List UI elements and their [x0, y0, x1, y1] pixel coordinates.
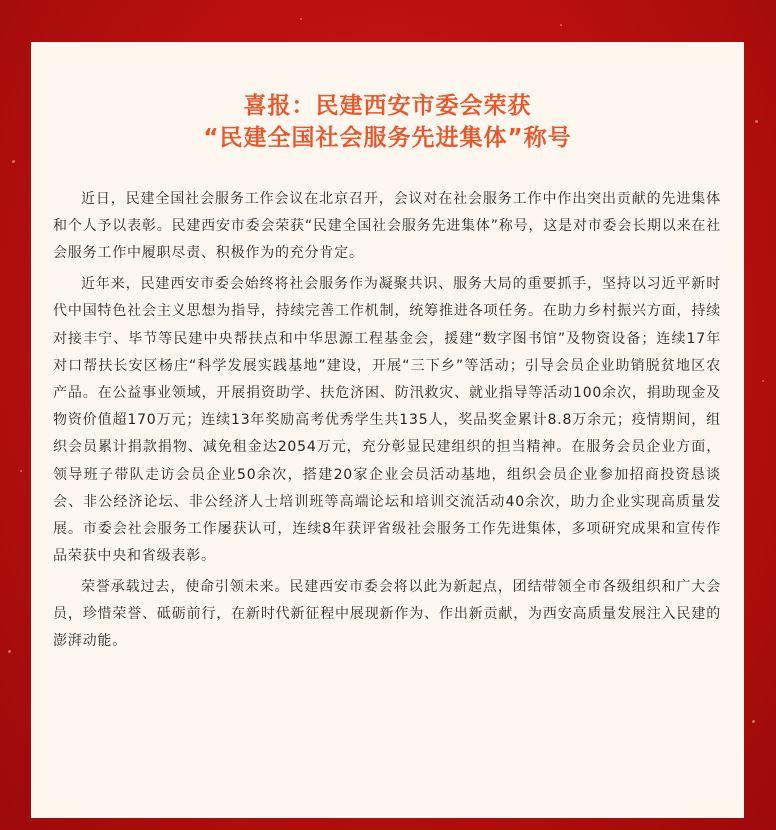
article-title — [31, 90, 744, 154]
sparkle-dot — [12, 160, 15, 163]
paragraph-3: 荣誉承载过去，使命引领未来。民建西安市委会将以此为新起点，团结带领全市各级组织和广大会员，珍惜荣誉、砥砺前行，在新时代新征程中展现新作为、作出新贡献，为西安高质量发展注入民建的澎湃动能。 — [53, 578, 721, 650]
sparkle-dot — [762, 380, 764, 382]
sparkle-dot — [20, 470, 22, 472]
title-line-1: 喜报：民建西安市委会荣获 — [243, 93, 532, 119]
sparkle-dot — [755, 120, 758, 123]
sparkle-dot — [752, 720, 755, 723]
sparkle-dot — [300, 18, 302, 20]
title-line-2: “民建全国社会服务先进集体”称号 — [203, 125, 572, 151]
sparkle-dot — [8, 650, 11, 653]
paragraph-1: 近日，民建全国社会服务工作会议在北京召开，会议对在社会服务工作中作出突出贡献的先进集体和个人予以表彰。民建西安市委会荣获“民建全国社会服务先进集体”称号，这是对市委会长期以来在社会服务工作中履职尽责、积极作为的充分肯定。 — [53, 191, 721, 262]
sparkle-dot — [560, 24, 562, 26]
paragraph-2: 近年来，民建西安市委会始终将社会服务作为凝聚共识、服务大局的重要抓手，坚持以习近平新时代中国特色社会主义思想为指导，持续完善工作机制，统筹推进各项任务。在助力乡村振兴方面，持续对接丰宁、毕节等民建中央帮扶点和中华思源工程基金会，援建“数字图书馆”及物资设备；连续17年对口帮扶长安区杨庄“科学发展实践基地”建设，开展“三下乡”等活动；引导会员企业助销脱贫地区农产品。在公益事业领域，开展捐资助学、扶危济困、防汛救灾、就业指导等活动100余次，捐助现金及物资价值超170万元；连续13年奖励高考优秀学生共135人，奖品奖金累计8.8万余元；疫情期间，组织会员累计捐款捐物、减免租金达2054万元，充分彰显民建组织的担当精神。在服务会员企业方面，领导班子带队走访会员企业50余次，搭建20家企业会员活动基地，组织会员企业参加招商投资恳谈会、非公经济论坛、非公经济人士培训班等高端论坛和培训交流活动40余次，助力企业实现高质量发展。市委会社会服务工作屡获认可，连续8年获评省级社会服务工作先进集体，多项研究成果和宣传作品荣获中央和省级表彰。 — [53, 276, 721, 565]
article-body — [53, 186, 721, 659]
article-panel — [31, 42, 744, 818]
